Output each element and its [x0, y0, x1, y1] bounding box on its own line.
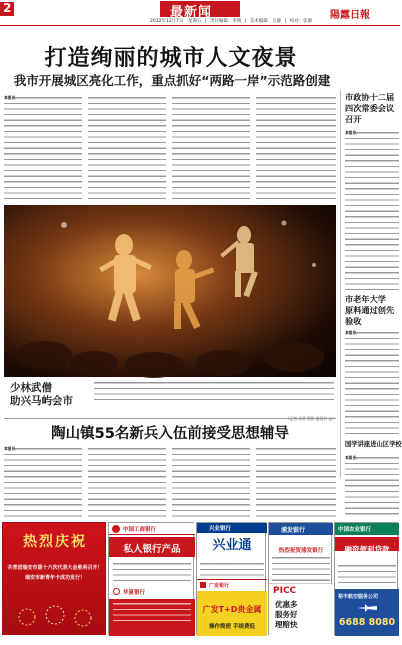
photo-caption-box: [4, 378, 88, 416]
lead-photo: [4, 205, 336, 377]
page-number-badge: [0, 2, 14, 16]
header-proofreader: 校对：张静: [289, 19, 313, 24]
header-designer: 美术编辑：吕静: [249, 19, 282, 24]
header-weekday: 星期五: [187, 19, 202, 24]
ad4-fine-print: [272, 555, 330, 581]
lead-body-col-4: [256, 95, 336, 203]
photo-credit: [250, 405, 336, 412]
side-story-1-headline: 市政协十二届 四次常委会议召开: [345, 92, 395, 124]
ad3-bank2: 广发银行: [209, 583, 230, 589]
side-story-2-body: [345, 330, 399, 438]
icbc-logo-icon: [112, 525, 120, 533]
section-title: 最新闻: [170, 5, 213, 20]
ad1-title: 热烈庆祝: [23, 534, 87, 550]
side-story-3-body: [345, 455, 399, 519]
ad1-body: 共青团瑞安市第十六次代表大会胜利召开！ 瑞安市新青年卡成功发行！: [7, 565, 103, 581]
ad3-bank: 兴业银行: [209, 526, 232, 532]
ad-icbc-private-bank[interactable]: [108, 522, 194, 643]
page-header: [0, 0, 400, 26]
ad-youth-league[interactable]: [2, 522, 106, 635]
ad3-promo: 广发T+D贵金属: [202, 605, 262, 614]
header-date: 2012年12月7日: [150, 19, 184, 24]
ad2-title: 私人银行产品: [123, 544, 181, 555]
photo-caption: 少林武僧 助兴马屿会市: [10, 382, 73, 407]
fireworks-icon: [13, 605, 97, 629]
ad5-brand: 裕丰航空服务公司: [338, 594, 379, 600]
ad4-slogan: 优惠多 服务好 理赔快: [275, 600, 298, 629]
bottom-body-col-2: [88, 446, 166, 518]
lead-body-col-3: [172, 95, 250, 203]
ad3-fine-print: [200, 561, 264, 577]
ad3-promo2: 操作简便 手续费低: [209, 624, 255, 630]
huaxia-logo-icon: [113, 588, 120, 595]
right-column-divider: [340, 90, 341, 478]
masthead: 陽露日報: [330, 10, 370, 21]
ad2-fine-print: [113, 561, 191, 585]
bottom-body-col-4: [256, 446, 336, 518]
photo-caption-text: [94, 380, 334, 404]
lead-body-col-1: [4, 95, 82, 203]
side-story-1-byline: 本报讯: [345, 130, 357, 135]
section-title-box: [160, 1, 240, 20]
lead-body-col-2: [88, 95, 166, 203]
ad3-title: 兴业通: [212, 538, 252, 553]
airplane-icon: [355, 602, 379, 614]
side-story-1-body: [345, 130, 399, 290]
ad5-title: 融资便利贷款: [344, 545, 390, 554]
page-number: 2: [3, 1, 12, 15]
bottom-body-col-1: [4, 446, 82, 518]
cgb-logo-icon: [200, 582, 206, 588]
martial-arts-performers-icon: [4, 205, 336, 377]
ad-spdb-picc[interactable]: [268, 522, 332, 635]
lead-headline: 打造绚丽的城市人文夜景: [44, 46, 298, 71]
bottom-byline: 本报讯: [4, 446, 16, 451]
side-story-2-byline: 本报讯: [345, 330, 357, 335]
ad4-brand: PICC: [273, 586, 297, 596]
ad5-fine-print: [338, 563, 396, 587]
bottom-body-col-3: [172, 446, 250, 518]
ad4-title: 热烈祝贺浦发银行: [278, 548, 324, 554]
ad2-promo-lines: [113, 601, 191, 625]
ad-industrial-bank[interactable]: [196, 522, 266, 635]
side-story-3-byline: 本报讯: [345, 455, 357, 460]
date-line: 2012年12月7日 星期五 | 责任编辑：李婧 | 美术编辑：吕静 | 校对：张静: [0, 18, 400, 26]
lead-byline: 本报讯: [4, 95, 16, 100]
ad5-bank: 中国农业银行: [338, 527, 372, 533]
lead-subheadline: 我市开展城区亮化工作，重点抓好“两路一岸”示范路创建: [13, 73, 331, 88]
ad2-dates: 12月6日—12月12日: [124, 637, 180, 643]
side-story-2-headline: 市老年大学 原料通过创先验收: [345, 294, 395, 326]
ad2-tag: 华夏银行: [123, 590, 146, 596]
ad2-bank: 中国工商银行: [123, 527, 157, 533]
ad5-phone: 6688 8080: [338, 617, 396, 628]
bottom-story-rule: [4, 418, 336, 419]
ad4-bank: 浦发银行: [281, 527, 306, 534]
header-editor: 责任编辑：李婧: [209, 19, 242, 24]
side-story-3-headline: 国学讲座进山区学校: [345, 441, 402, 448]
ad-abc-loans[interactable]: [334, 522, 398, 635]
bottom-story-headline: 陶山镇55名新兵入伍前接受思想辅导: [51, 426, 289, 442]
